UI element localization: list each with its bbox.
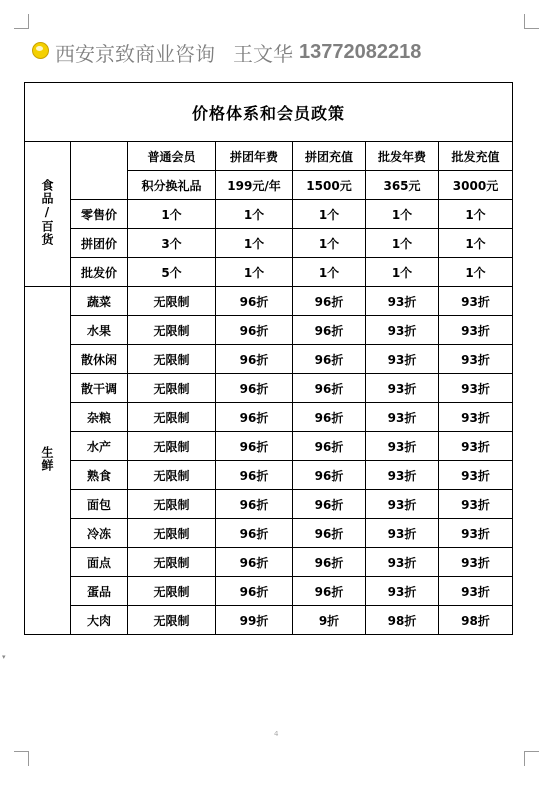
column-header: 批发年费 [366, 142, 439, 171]
value-cell: 无限制 [128, 490, 216, 519]
table-row [25, 403, 513, 432]
value-cell: 93折 [366, 461, 439, 490]
group-label-fresh [25, 287, 71, 635]
group-label-food-text: 食品/百货 [40, 179, 54, 246]
value-cell: 1个 [293, 200, 366, 229]
value-cell: 99折 [216, 606, 293, 635]
blank-header-cell [71, 142, 128, 200]
value-cell: 无限制 [128, 345, 216, 374]
value-cell: 93折 [439, 287, 513, 316]
value-cell: 1个 [366, 229, 439, 258]
table-row [25, 374, 513, 403]
value-cell: 96折 [293, 287, 366, 316]
value-cell: 96折 [293, 461, 366, 490]
value-cell: 1个 [128, 200, 216, 229]
table-row [25, 258, 513, 287]
group-label-food [25, 142, 71, 287]
value-cell: 无限制 [128, 374, 216, 403]
value-cell: 无限制 [128, 461, 216, 490]
value-cell: 1个 [216, 229, 293, 258]
crop-mark-top-left [14, 14, 29, 29]
row-label: 蛋品 [71, 577, 128, 606]
value-cell: 93折 [439, 432, 513, 461]
table-row [25, 200, 513, 229]
group-label-fresh-text: 生鲜 [40, 446, 54, 472]
page-number: 4 [274, 730, 279, 738]
page-header [32, 38, 421, 66]
value-cell: 96折 [216, 432, 293, 461]
value-cell: 93折 [366, 287, 439, 316]
value-cell: 无限制 [128, 432, 216, 461]
table-row [25, 287, 513, 316]
value-cell: 96折 [216, 345, 293, 374]
value-cell: 96折 [216, 403, 293, 432]
value-cell: 1个 [439, 258, 513, 287]
row-label: 零售价 [71, 200, 128, 229]
value-cell: 96折 [293, 403, 366, 432]
value-cell: 93折 [366, 548, 439, 577]
value-cell: 96折 [293, 548, 366, 577]
value-cell: 96折 [293, 374, 366, 403]
row-label: 大肉 [71, 606, 128, 635]
table-row [25, 345, 513, 374]
value-cell: 96折 [293, 432, 366, 461]
row-label: 散干调 [71, 374, 128, 403]
value-cell: 无限制 [128, 606, 216, 635]
table-title: 价格体系和会员政策 [25, 83, 513, 142]
table-row [25, 548, 513, 577]
value-cell: 无限制 [128, 316, 216, 345]
value-cell: 96折 [216, 548, 293, 577]
row-label: 面点 [71, 548, 128, 577]
value-cell: 93折 [366, 403, 439, 432]
table-row [25, 229, 513, 258]
column-header: 拼团充值 [293, 142, 366, 171]
value-cell: 无限制 [128, 403, 216, 432]
value-cell: 1个 [293, 258, 366, 287]
fee-cell: 3000元 [439, 171, 513, 200]
value-cell: 93折 [439, 316, 513, 345]
table-row [25, 490, 513, 519]
value-cell: 96折 [216, 287, 293, 316]
margin-marker: ▾ [2, 653, 6, 661]
row-label: 蔬菜 [71, 287, 128, 316]
row-label: 批发价 [71, 258, 128, 287]
value-cell: 93折 [439, 345, 513, 374]
row-label: 杂粮 [71, 403, 128, 432]
column-header: 批发充值 [439, 142, 513, 171]
row-label: 水产 [71, 432, 128, 461]
value-cell: 96折 [293, 345, 366, 374]
column-header-row [25, 142, 513, 171]
value-cell: 无限制 [128, 548, 216, 577]
value-cell: 无限制 [128, 577, 216, 606]
value-cell: 93折 [366, 316, 439, 345]
fee-cell: 365元 [366, 171, 439, 200]
fee-cell: 199元/年 [216, 171, 293, 200]
contact-name: 王文华 [233, 41, 293, 66]
value-cell: 93折 [366, 519, 439, 548]
value-cell: 93折 [439, 490, 513, 519]
value-cell: 93折 [366, 374, 439, 403]
row-label: 散休闲 [71, 345, 128, 374]
value-cell: 96折 [293, 316, 366, 345]
row-label: 面包 [71, 490, 128, 519]
value-cell: 1个 [366, 200, 439, 229]
crop-mark-bottom-left [14, 751, 29, 766]
value-cell: 96折 [216, 316, 293, 345]
crop-mark-bottom-right [524, 751, 539, 766]
value-cell: 96折 [293, 577, 366, 606]
contact-phone: 13772082218 [299, 40, 422, 63]
value-cell: 93折 [439, 461, 513, 490]
value-cell: 1个 [293, 229, 366, 258]
table-row [25, 577, 513, 606]
company-logo-icon [32, 42, 49, 59]
value-cell: 93折 [366, 490, 439, 519]
value-cell: 9折 [293, 606, 366, 635]
row-label: 熟食 [71, 461, 128, 490]
value-cell: 93折 [366, 432, 439, 461]
fee-cell: 1500元 [293, 171, 366, 200]
table-row [25, 316, 513, 345]
value-cell: 96折 [216, 490, 293, 519]
row-label: 冷冻 [71, 519, 128, 548]
value-cell: 1个 [439, 229, 513, 258]
value-cell: 1个 [439, 200, 513, 229]
value-cell: 96折 [216, 461, 293, 490]
table-row [25, 606, 513, 635]
value-cell: 96折 [293, 519, 366, 548]
company-name: 西安京致商业咨询 [55, 41, 215, 66]
row-label: 水果 [71, 316, 128, 345]
table-row [25, 461, 513, 490]
value-cell: 93折 [366, 577, 439, 606]
value-cell: 93折 [439, 519, 513, 548]
row-label: 拼团价 [71, 229, 128, 258]
value-cell: 1个 [216, 200, 293, 229]
value-cell: 无限制 [128, 287, 216, 316]
value-cell: 96折 [293, 490, 366, 519]
crop-mark-top-right [524, 14, 539, 29]
column-header: 普通会员 [128, 142, 216, 171]
value-cell: 96折 [216, 577, 293, 606]
table-row [25, 432, 513, 461]
value-cell: 98折 [366, 606, 439, 635]
value-cell: 96折 [216, 519, 293, 548]
value-cell: 93折 [439, 374, 513, 403]
column-header: 拼团年费 [216, 142, 293, 171]
value-cell: 93折 [366, 345, 439, 374]
value-cell: 无限制 [128, 519, 216, 548]
value-cell: 5个 [128, 258, 216, 287]
value-cell: 96折 [216, 374, 293, 403]
price-policy-table [24, 82, 513, 635]
value-cell: 93折 [439, 577, 513, 606]
value-cell: 93折 [439, 548, 513, 577]
table-row [25, 519, 513, 548]
fee-cell: 积分换礼品 [128, 171, 216, 200]
value-cell: 1个 [216, 258, 293, 287]
value-cell: 93折 [439, 403, 513, 432]
value-cell: 98折 [439, 606, 513, 635]
value-cell: 1个 [366, 258, 439, 287]
value-cell: 3个 [128, 229, 216, 258]
